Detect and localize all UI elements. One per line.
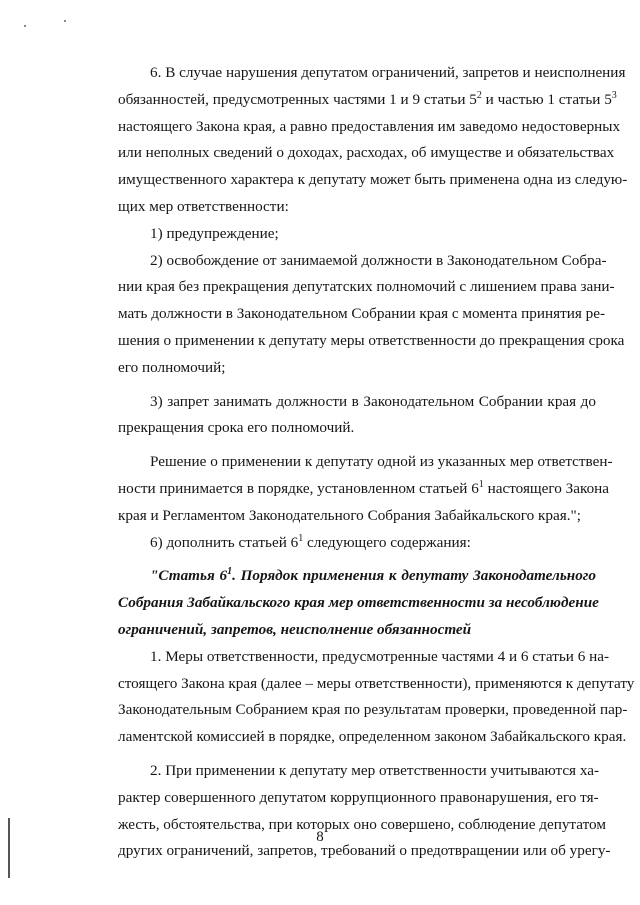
article-paragraph-2 [118,758,611,865]
text-line: жесть, обстоятельства, при которых оно совершено, соблюдение депутатом [118,815,606,833]
text-line: 3) запрет занимать должности в Законодательном Собрании края до [150,392,596,410]
text-line: края и Регламентом Законодательного Собрания Забайкальского края."; [118,506,581,524]
text-line: 6) дополнить статьей $6^1$ следующего содержания: [150,532,471,551]
body-text [118,60,635,865]
scan-speck [24,25,26,27]
page-number: 8 [316,829,324,845]
text-line: шения о применении к депутату меры ответственности до прекращения срока [118,331,625,349]
amendment-item-6 [118,530,596,557]
text-line: настоящего Закона края, а равно предоставления им заведомо недостоверных [118,117,621,135]
text-line: нии края без прекращения депутатских полномочий с лишением права зани- [118,278,615,296]
text-line: 2. При применении к депутату мер ответственности учитываются ха- [150,761,600,779]
list-item-3 [118,389,596,443]
text-line: Решение о применении к депутату одной из указанных мер ответствен- [150,453,613,471]
text-line: 1. Меры ответственности, предусмотренные частями 4 и 6 статьи 6 на- [150,647,610,665]
text-line: 2) освобождение от занимаемой должности в Законодательном Собра- [150,251,607,269]
text-line: 6. В случае нарушения депутатом ограничений, запретов и неисполнения [150,64,626,81]
text-line: или неполных сведений о доходах, расходах, об имуществе и обязательствах [118,144,615,162]
article-title [118,563,599,643]
list-item-1 [118,221,596,248]
text-line: прекращения срока его полномочий. [118,419,355,437]
text-line: мать должности в Законодательном Собрании края с момента принятия ре- [118,305,606,323]
decision-paragraph [118,449,613,529]
text-line: стоящего Закона края (далее – меры ответственности), применяются к депутату [118,674,635,692]
text-line: его полномочий; [118,358,226,376]
scan-edge-line [8,818,10,878]
text-line: ограничений, запретов, неисполнение обязанностей [118,620,472,638]
text-line: других ограничений, запретов, требований о предотвращении или об урегу- [118,842,611,860]
text-line: Собрания Забайкальского края мер ответственности за несоблюдение [118,594,599,612]
text-line: Законодательным Собранием края по результатам проверки, проведенной пар- [118,701,628,719]
text-line: щих мер ответственности: [118,197,289,215]
text-line: 1) предупреждение; [150,224,279,242]
text-line: имущественного характера к депутату может быть применена одна из следую- [118,171,628,189]
text-line: ности принимается в порядке, установленном статьей $6^1$ настоящего Закона [118,478,610,497]
scan-speck [64,20,66,22]
article-paragraph-1 [118,644,635,751]
text-line: рактер совершенного депутатом коррупционного правонарушения, его тя- [118,788,599,806]
list-item-2 [118,248,625,382]
text-line: "Статья $6^1$. Порядок применения к депутату Законодательного [150,566,596,585]
text-line: обязанностей, предусмотренных частями 1 и 9 статьи $5^2$ и частью 1 статьи $5^3$ [118,89,617,108]
text-line: ламентской комиссией в порядке, определенном законом Забайкальского края. [118,728,627,746]
paragraph-6 [118,60,628,221]
